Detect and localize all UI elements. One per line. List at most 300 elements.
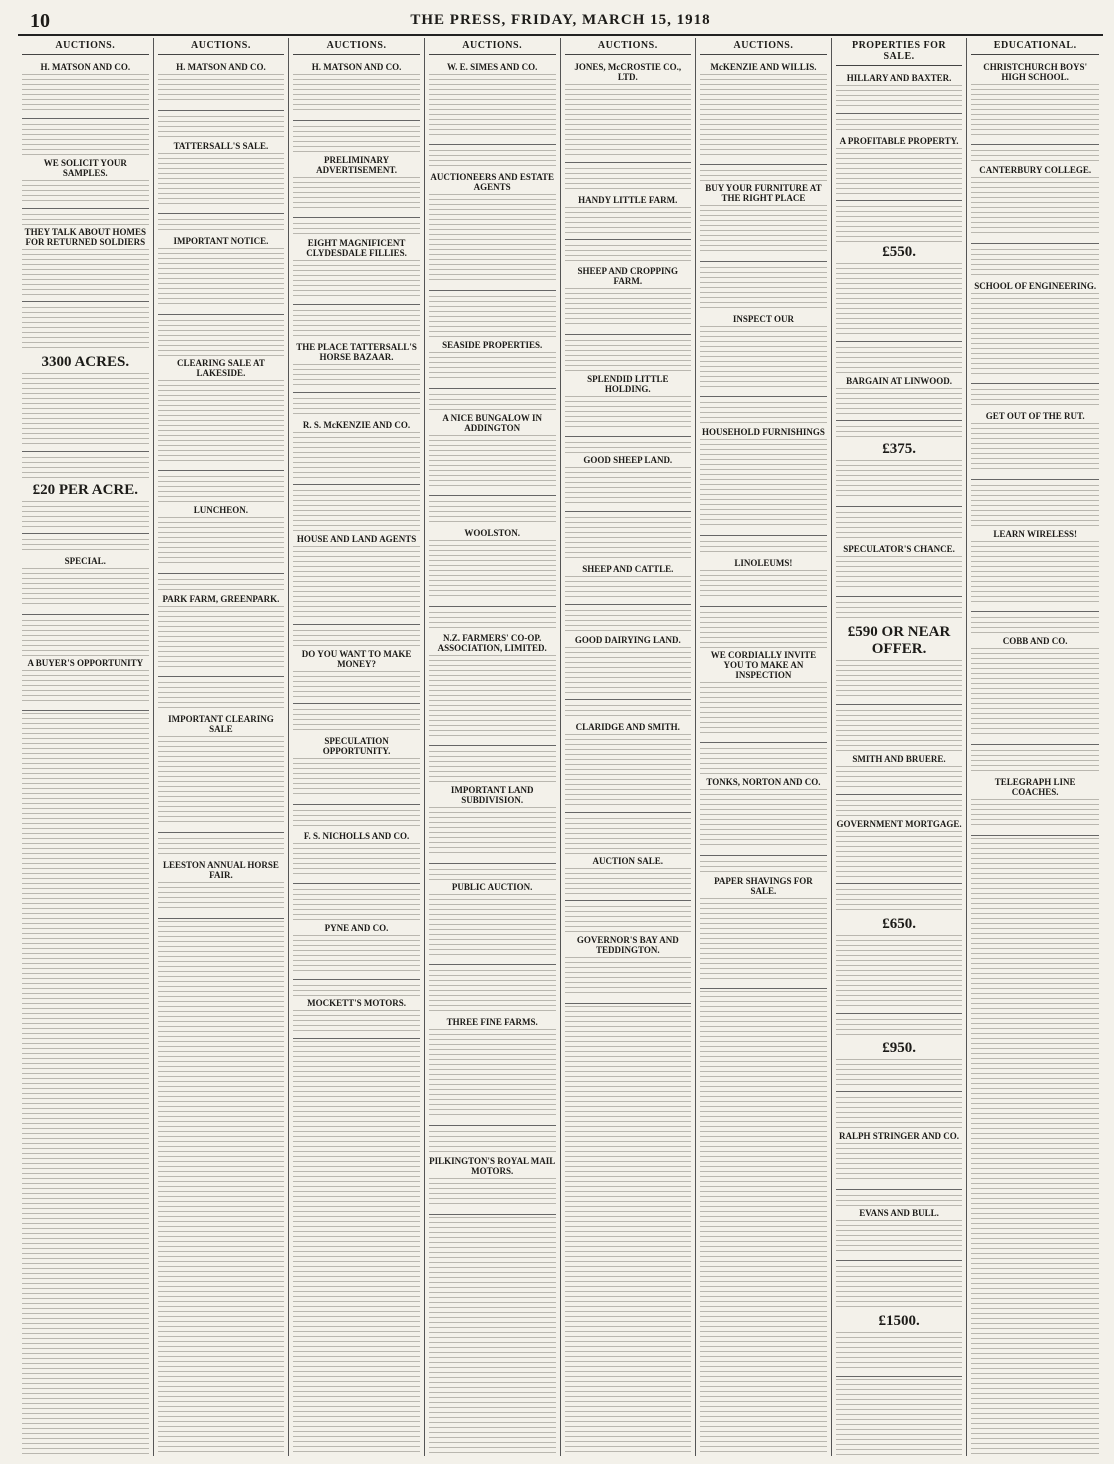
ad-heading: SHEEP AND CROPPING FARM. [577, 266, 679, 286]
text-lines [22, 568, 149, 608]
advertisement [836, 69, 963, 114]
advertisement [429, 389, 556, 496]
column-heading: AUCTIONS. [565, 38, 692, 55]
advertisement [293, 485, 420, 625]
advertisement [22, 534, 149, 615]
text-lines [836, 1332, 963, 1370]
text-lines [429, 501, 556, 526]
advertisement [836, 597, 963, 705]
ad-heading: AUCTION SALE. [592, 856, 664, 866]
text-lines [22, 249, 149, 295]
newspaper-column [696, 38, 832, 1456]
advertisement [836, 1190, 963, 1261]
text-lines [293, 126, 420, 153]
advertisement [836, 114, 963, 201]
text-lines [836, 1019, 963, 1038]
ad-heading: £650. [882, 916, 916, 932]
text-lines [836, 1266, 963, 1311]
text-lines [293, 432, 420, 478]
advertisement [971, 480, 1099, 612]
advertisement [158, 214, 285, 315]
text-lines [22, 620, 149, 656]
newspaper-column [832, 38, 968, 1456]
text-lines [971, 750, 1099, 775]
advertisement [565, 605, 692, 700]
text-lines [293, 935, 420, 973]
text-lines [158, 606, 285, 670]
advertisement [700, 856, 827, 989]
text-lines [700, 789, 827, 849]
text-lines [700, 612, 827, 648]
ad-heading: WOOLSTON. [464, 528, 520, 538]
advertisement [971, 384, 1099, 480]
text-lines [565, 84, 692, 156]
text-lines [158, 476, 285, 503]
ad-heading: H. MATSON AND CO. [311, 62, 402, 72]
text-lines [293, 310, 420, 340]
text-lines [565, 957, 692, 997]
newspaper-column [154, 38, 290, 1456]
advertisement [22, 452, 149, 534]
advertisement [158, 833, 285, 919]
text-lines [22, 124, 149, 156]
newspaper-column [425, 38, 561, 1456]
text-lines [836, 556, 963, 590]
text-lines [22, 457, 149, 480]
text-lines [565, 168, 692, 193]
ad-heading: W. E. SIMES AND CO. [446, 62, 538, 72]
text-lines [293, 490, 420, 532]
text-lines [293, 364, 420, 386]
advertisement [429, 965, 556, 1126]
text-lines [158, 579, 285, 592]
ad-heading: £20 PER ACRE. [32, 482, 139, 498]
text-lines [565, 442, 692, 453]
text-lines [293, 985, 420, 996]
text-lines [429, 296, 556, 338]
ad-heading: R. S. McKENZIE AND CO. [302, 420, 411, 430]
ad-heading: TATTERSALL'S SALE. [173, 141, 269, 151]
advertisement [836, 507, 963, 597]
text-lines [22, 180, 149, 202]
text-lines [429, 1178, 556, 1208]
ad-heading: SPECULATION OPPORTUNITY. [322, 736, 391, 756]
ad-heading: AUCTIONEERS AND ESTATE AGENTS [430, 172, 555, 192]
ad-heading: H. MATSON AND CO. [40, 62, 131, 72]
advertisement [293, 884, 420, 980]
ad-heading: SMITH AND BRUERE. [852, 754, 946, 764]
ad-heading: SHEEP AND CATTLE. [582, 564, 674, 574]
ad-heading: RALPH STRINGER AND CO. [839, 1131, 960, 1141]
text-lines [429, 751, 556, 783]
text-lines [565, 576, 692, 598]
ad-heading: £1500. [878, 1313, 920, 1329]
advertisement [700, 397, 827, 536]
text-lines [836, 1097, 963, 1129]
text-lines [429, 394, 556, 411]
text-lines [565, 340, 692, 372]
ad-heading: GOVERNMENT MORTGAGE. [836, 819, 962, 829]
text-lines [971, 150, 1099, 163]
text-lines [293, 630, 420, 647]
masthead-title: THE PRESS, FRIDAY, MARCH 15, 1918 [410, 12, 711, 28]
advertisement [158, 471, 285, 574]
text-lines [700, 991, 827, 1456]
text-lines [700, 267, 827, 312]
advertisement [293, 805, 420, 884]
ad-heading: THREE FINE FARMS. [446, 1017, 538, 1027]
ad-heading: SEASIDE PROPERTIES. [442, 340, 543, 350]
text-lines [293, 1041, 420, 1456]
text-lines [700, 682, 827, 736]
text-lines [429, 894, 556, 958]
ad-heading: GOVERNOR'S BAY AND TEDDINGTON. [576, 935, 679, 955]
ad-heading: A PROFITABLE PROPERTY. [839, 136, 959, 146]
text-lines [293, 843, 420, 877]
text-lines [429, 435, 556, 489]
text-lines [700, 898, 827, 982]
text-lines [293, 260, 420, 298]
newspaper-column [18, 38, 154, 1456]
text-lines [429, 1217, 556, 1456]
ad-heading: IMPORTANT CLEARING SALE [168, 714, 274, 734]
text-lines [836, 263, 963, 335]
text-lines [565, 245, 692, 264]
text-lines [429, 869, 556, 880]
advertisement [158, 58, 285, 111]
text-lines [429, 352, 556, 382]
advertisement [700, 607, 827, 743]
advertisement [565, 512, 692, 605]
text-lines [836, 1059, 963, 1085]
text-lines [971, 389, 1099, 409]
advertisement [700, 743, 827, 856]
advertisement [293, 980, 420, 1039]
advertisement [158, 677, 285, 833]
text-lines [971, 838, 1099, 1456]
advertisement [293, 393, 420, 485]
text-lines [565, 517, 692, 562]
text-lines [836, 388, 963, 414]
text-lines [836, 766, 963, 788]
ad-heading: THE PLACE TATTERSALL'S HORSE BAZAAR. [296, 342, 417, 362]
text-lines [836, 1195, 963, 1206]
ad-heading: MOCKETT'S MOTORS. [307, 998, 406, 1008]
advertisement [836, 1261, 963, 1377]
text-lines [700, 541, 827, 556]
text-lines [836, 1220, 963, 1254]
text-lines [158, 736, 285, 826]
text-lines [700, 570, 827, 600]
ad-heading: WE CORDIALLY INVITE YOU TO MAKE AN INSPECTION [710, 650, 817, 680]
text-lines [293, 1010, 420, 1032]
ad-heading: SPLENDID LITTLE HOLDING. [587, 374, 669, 394]
ad-heading: GOOD SHEEP LAND. [583, 455, 673, 465]
ad-heading: IMPORTANT LAND SUBDIVISION. [450, 785, 534, 805]
text-lines [158, 320, 285, 356]
column-heading: AUCTIONS. [293, 38, 420, 55]
advertisement [429, 864, 556, 965]
ad-heading: IMPORTANT NOTICE. [173, 236, 269, 246]
ad-heading: N.Z. FARMERS' CO-OP. ASSOCIATION, LIMITED. [437, 633, 547, 653]
advertisement [700, 58, 827, 165]
ad-heading: A NICE BUNGALOW IN ADDINGTON [442, 413, 542, 433]
text-lines [158, 74, 285, 104]
advertisement [971, 745, 1099, 836]
text-lines [22, 713, 149, 1456]
column-heading: AUCTIONS. [700, 38, 827, 55]
advertisement [565, 240, 692, 335]
advertisement [565, 700, 692, 813]
text-lines [836, 148, 963, 194]
ad-heading: GET OUT OF THE RUT. [985, 411, 1085, 421]
ad-heading: HOUSEHOLD FURNISHINGS [702, 427, 825, 437]
advertisement [22, 119, 149, 209]
advertisement [429, 58, 556, 145]
text-lines [971, 423, 1099, 473]
advertisement [429, 607, 556, 746]
text-lines [971, 177, 1099, 237]
text-lines [971, 249, 1099, 279]
advertisement [22, 302, 149, 452]
text-lines [565, 818, 692, 854]
ad-heading: F. S. NICHOLLS AND CO. [303, 831, 410, 841]
text-lines [836, 889, 963, 914]
text-lines [836, 460, 963, 500]
ad-heading: COBB AND CO. [1002, 636, 1068, 646]
text-lines [293, 177, 420, 211]
text-lines [836, 935, 963, 1007]
text-lines [836, 426, 963, 439]
text-lines [700, 402, 827, 425]
text-lines [158, 116, 285, 139]
column-heading: AUCTIONS. [429, 38, 556, 55]
ad-heading: CHRISTCHURCH BOYS' HIGH SCHOOL. [983, 62, 1088, 82]
text-lines [158, 682, 285, 712]
ad-heading: BARGAIN AT LINWOOD. [846, 376, 953, 386]
text-lines [971, 293, 1099, 377]
advertisement [565, 437, 692, 512]
advertisement [971, 612, 1099, 745]
text-lines [429, 540, 556, 600]
advertisement [158, 111, 285, 214]
ad-heading: SPECULATOR'S CHANCE. [843, 544, 955, 554]
ad-heading: CLEARING SALE AT LAKESIDE. [177, 358, 265, 378]
text-lines [565, 288, 692, 328]
advertisement [565, 163, 692, 240]
ad-heading: TELEGRAPH LINE COACHES. [994, 777, 1076, 797]
ad-heading: £950. [882, 1040, 916, 1056]
newspaper-column [967, 38, 1103, 1456]
text-lines [836, 119, 963, 134]
text-lines [429, 1131, 556, 1154]
text-lines [836, 206, 963, 242]
advertisement [293, 218, 420, 305]
text-lines [700, 170, 827, 181]
text-lines [836, 347, 963, 374]
ad-heading: PILKINGTON'S ROYAL MAIL MOTORS. [429, 1156, 556, 1176]
ad-heading: PARK FARM, GREENPARK. [162, 594, 280, 604]
ad-heading: PAPER SHAVINGS FOR SALE. [714, 876, 813, 896]
column-grid [18, 38, 1103, 1456]
ad-heading: PRELIMINARY ADVERTISEMENT. [316, 155, 397, 175]
text-lines [158, 248, 285, 308]
advertisement [158, 315, 285, 471]
advertisement [429, 291, 556, 389]
advertisement [429, 496, 556, 607]
text-lines [700, 205, 827, 255]
advertisement [565, 335, 692, 437]
ad-heading: BUY YOUR FURNITURE AT THE RIGHT PLACE [705, 183, 822, 203]
text-lines [565, 396, 692, 430]
advertisement [836, 1014, 963, 1092]
ad-heading: HILLARY AND BAXTER. [846, 73, 952, 83]
advertisement [836, 201, 963, 342]
ad-heading: HOUSE AND LAND AGENTS [296, 534, 417, 544]
text-lines [22, 307, 149, 352]
ad-heading: McKENZIE AND WILLIS. [710, 62, 817, 72]
ad-heading: EVANS AND BULL. [859, 1208, 939, 1218]
advertisement [836, 421, 963, 507]
text-lines [836, 710, 963, 752]
text-lines [293, 671, 420, 697]
text-lines [565, 868, 692, 894]
advertisement [22, 209, 149, 302]
advertisement [836, 1092, 963, 1190]
text-lines [429, 655, 556, 739]
ad-heading: £550. [882, 244, 916, 260]
text-lines [429, 1029, 556, 1119]
ad-heading: A BUYER'S OPPORTUNITY [27, 658, 144, 668]
text-lines [158, 153, 285, 207]
ad-heading: THEY TALK ABOUT HOMES FOR RETURNED SOLDIERS [24, 227, 147, 247]
advertisement [293, 625, 420, 704]
advertisement [429, 746, 556, 864]
text-lines [158, 882, 285, 912]
ad-heading: 3300 ACRES. [41, 354, 130, 370]
newspaper-column [561, 38, 697, 1456]
advertisement [22, 615, 149, 711]
text-lines [836, 512, 963, 542]
text-lines [22, 539, 149, 554]
text-lines [700, 74, 827, 158]
text-lines [293, 709, 420, 734]
advertisement [429, 145, 556, 291]
advertisement [700, 536, 827, 607]
advertisement [700, 262, 827, 397]
text-lines [429, 612, 556, 631]
advertisement [293, 58, 420, 121]
text-lines [836, 831, 963, 877]
ad-heading: TONKS, NORTON AND CO. [706, 777, 821, 787]
text-lines [293, 889, 420, 921]
column-heading: AUCTIONS. [158, 38, 285, 55]
text-lines [22, 373, 149, 445]
text-lines [429, 74, 556, 138]
text-lines [836, 660, 963, 698]
text-lines [293, 758, 420, 798]
text-lines [700, 748, 827, 775]
advertisement [971, 58, 1099, 145]
ad-heading: £375. [882, 441, 916, 457]
text-lines [158, 517, 285, 567]
text-lines [565, 467, 692, 505]
advertisement [293, 704, 420, 805]
text-lines [971, 84, 1099, 138]
text-lines [565, 207, 692, 233]
text-lines [700, 861, 827, 874]
ad-heading: LUNCHEON. [193, 505, 249, 515]
page-number: 10 [30, 10, 50, 32]
ad-heading: HANDY LITTLE FARM. [578, 195, 678, 205]
ad-heading: CANTERBURY COLLEGE. [979, 165, 1092, 175]
advertisement [836, 342, 963, 421]
text-lines [565, 1006, 692, 1456]
ad-heading: £590 OR NEAR OFFER. [847, 624, 951, 657]
ad-heading: WE SOLICIT YOUR SAMPLES. [43, 158, 127, 178]
text-lines [565, 647, 692, 693]
advertisement [971, 145, 1099, 244]
text-lines [836, 85, 963, 107]
text-lines [158, 219, 285, 234]
advertisement [565, 901, 692, 1004]
advertisement [836, 795, 963, 884]
ad-heading: EIGHT MAGNIFICENT CLYDESDALE FILLIES. [306, 238, 407, 258]
ad-heading: INSPECT OUR [732, 314, 794, 324]
ad-heading: H. MATSON AND CO. [176, 62, 266, 72]
advertisement [293, 121, 420, 218]
text-lines [836, 1379, 963, 1456]
column-heading: PROPERTIES FOR SALE. [836, 38, 963, 66]
text-lines [293, 74, 420, 114]
ad-heading: LINOLEUMS! [734, 558, 793, 568]
text-lines [158, 380, 285, 464]
advertisement [565, 58, 692, 163]
advertisement [971, 244, 1099, 384]
ad-heading: LEARN WIRELESS! [993, 529, 1077, 539]
advertisement [22, 58, 149, 119]
advertisement [565, 813, 692, 901]
text-lines [565, 705, 692, 720]
text-lines [158, 838, 285, 858]
ad-heading: PUBLIC AUCTION. [451, 882, 533, 892]
text-lines [158, 921, 285, 1456]
text-lines [700, 439, 827, 529]
text-lines [429, 194, 556, 284]
ad-heading: GOOD DAIRYING LAND. [574, 635, 681, 645]
text-lines [971, 648, 1099, 738]
text-lines [971, 485, 1099, 527]
text-lines [293, 546, 420, 618]
text-lines [971, 799, 1099, 829]
newspaper-column [289, 38, 425, 1456]
masthead [18, 8, 1103, 36]
text-lines [293, 223, 420, 236]
column-heading: EDUCATIONAL. [971, 38, 1099, 55]
text-lines [700, 326, 827, 390]
advertisement [158, 574, 285, 677]
text-lines [836, 800, 963, 817]
text-lines [293, 810, 420, 829]
text-lines [429, 807, 556, 857]
text-lines [836, 602, 963, 622]
text-lines [293, 398, 420, 418]
ad-heading: CLARIDGE AND SMITH. [575, 722, 680, 732]
text-lines [429, 150, 556, 170]
text-lines [22, 501, 149, 527]
advertisement [429, 1126, 556, 1215]
ad-heading: SCHOOL OF ENGINEERING. [974, 281, 1097, 291]
